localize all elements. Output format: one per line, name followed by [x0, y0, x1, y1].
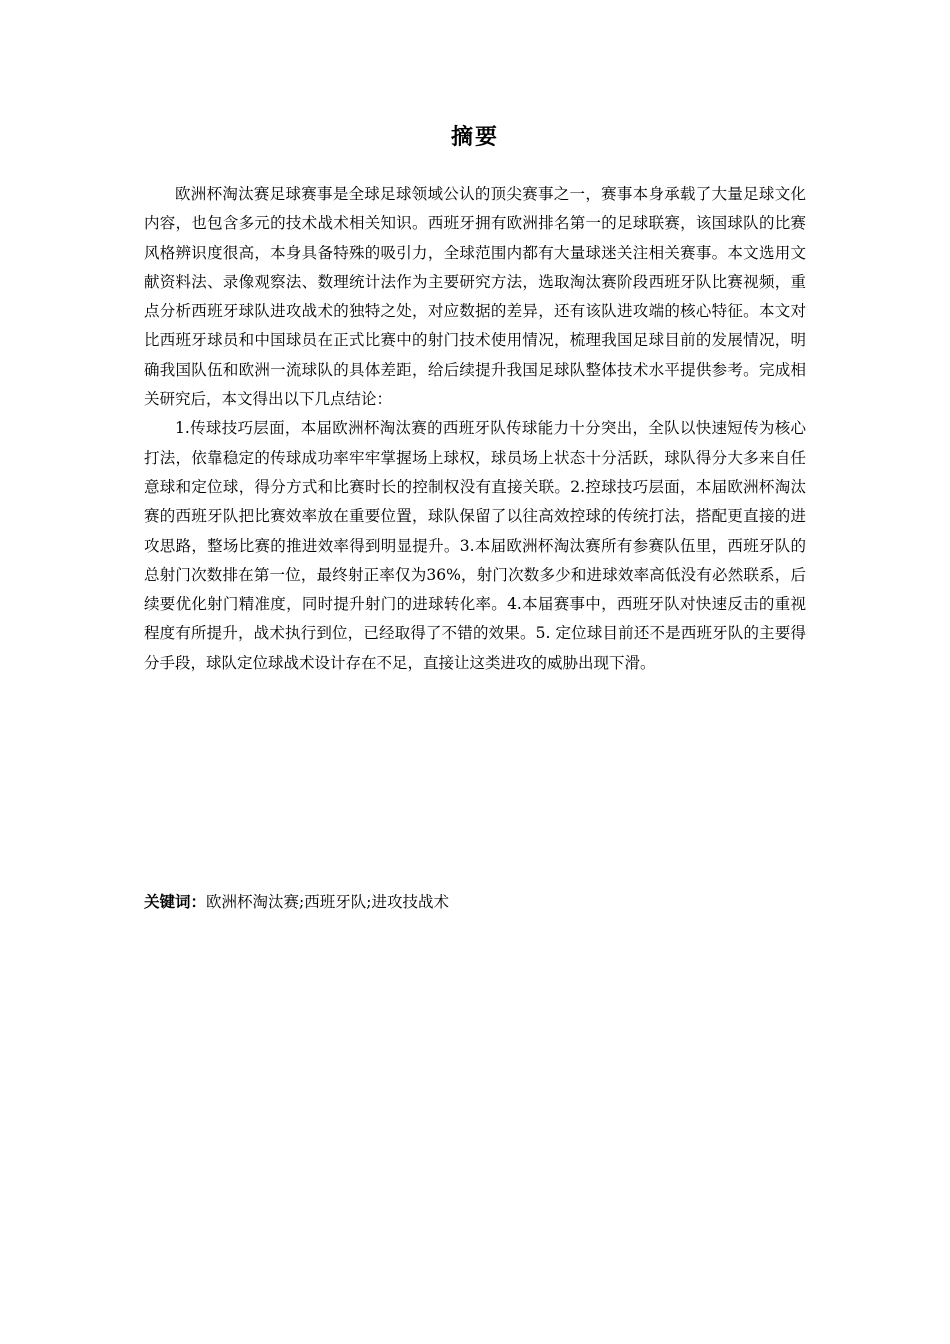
- abstract-paragraph-conclusions: 1.传球技巧层面，本届欧洲杯淘汰赛的西班牙队传球能力十分突出，全队以快速短传为核心打法，依靠稳定的传球成功率牢牢掌握场上球权，球员场上状态十分活跃，球队得分大多来自任意球和定位球，得分方式和比赛时长的控制权没有直接关联。2.控球技巧层面，本届欧洲杯淘汰赛的西班牙队把比赛效率放在重要位置，球队保留了以往高效控球的传统打法，搭配更直接的进攻思路，整场比赛的推进效率得到明显提升。3.本届欧洲杯淘汰赛所有参赛队伍里，西班牙队的总射门次数排在第一位，最终射正率仅为36%，射门次数多少和进球效率高低没有必然联系，后续要优化射门精准度，同时提升射门的进球转化率。4.本届赛事中，西班牙队对快速反击的重视程度有所提升，战术执行到位，已经取得了不错的效果。5. 定位球目前还不是西班牙队的主要得分手段，球队定位球战术设计存在不足，直接让这类进攻的威胁出现下滑。: [144, 419, 806, 672]
- keywords-line: [144, 888, 806, 917]
- keywords-label: 关键词：: [144, 893, 207, 911]
- abstract-body: [144, 180, 806, 678]
- abstract-title: 摘要: [450, 125, 499, 150]
- keywords-value: 欧洲杯淘汰赛;西班牙队;进攻技战术: [206, 893, 449, 911]
- abstract-paragraph-intro: 欧洲杯淘汰赛足球赛事是全球足球领域公认的顶尖赛事之一，赛事本身承载了大量足球文化内容，也包含多元的技术战术相关知识。西班牙拥有欧洲排名第一的足球联赛，该国球队的比赛风格辨识度很高，本身具备特殊的吸引力，全球范围内都有大量球迷关注相关赛事。本文选用文献资料法、录像观察法、数理统计法作为主要研究方法，选取淘汰赛阶段西班牙队比赛视频，重点分析西班牙球队进攻战术的独特之处，对应数据的差异，还有该队进攻端的核心特征。本文对比西班牙球员和中国球员在正式比赛中的射门技术使用情况，梳理我国足球目前的发展情况，明确我国队伍和欧洲一流球队的具体差距，给后续提升我国足球队整体技术水平提供参考。完成相关研究后，本文得出以下几点结论：: [144, 185, 806, 409]
